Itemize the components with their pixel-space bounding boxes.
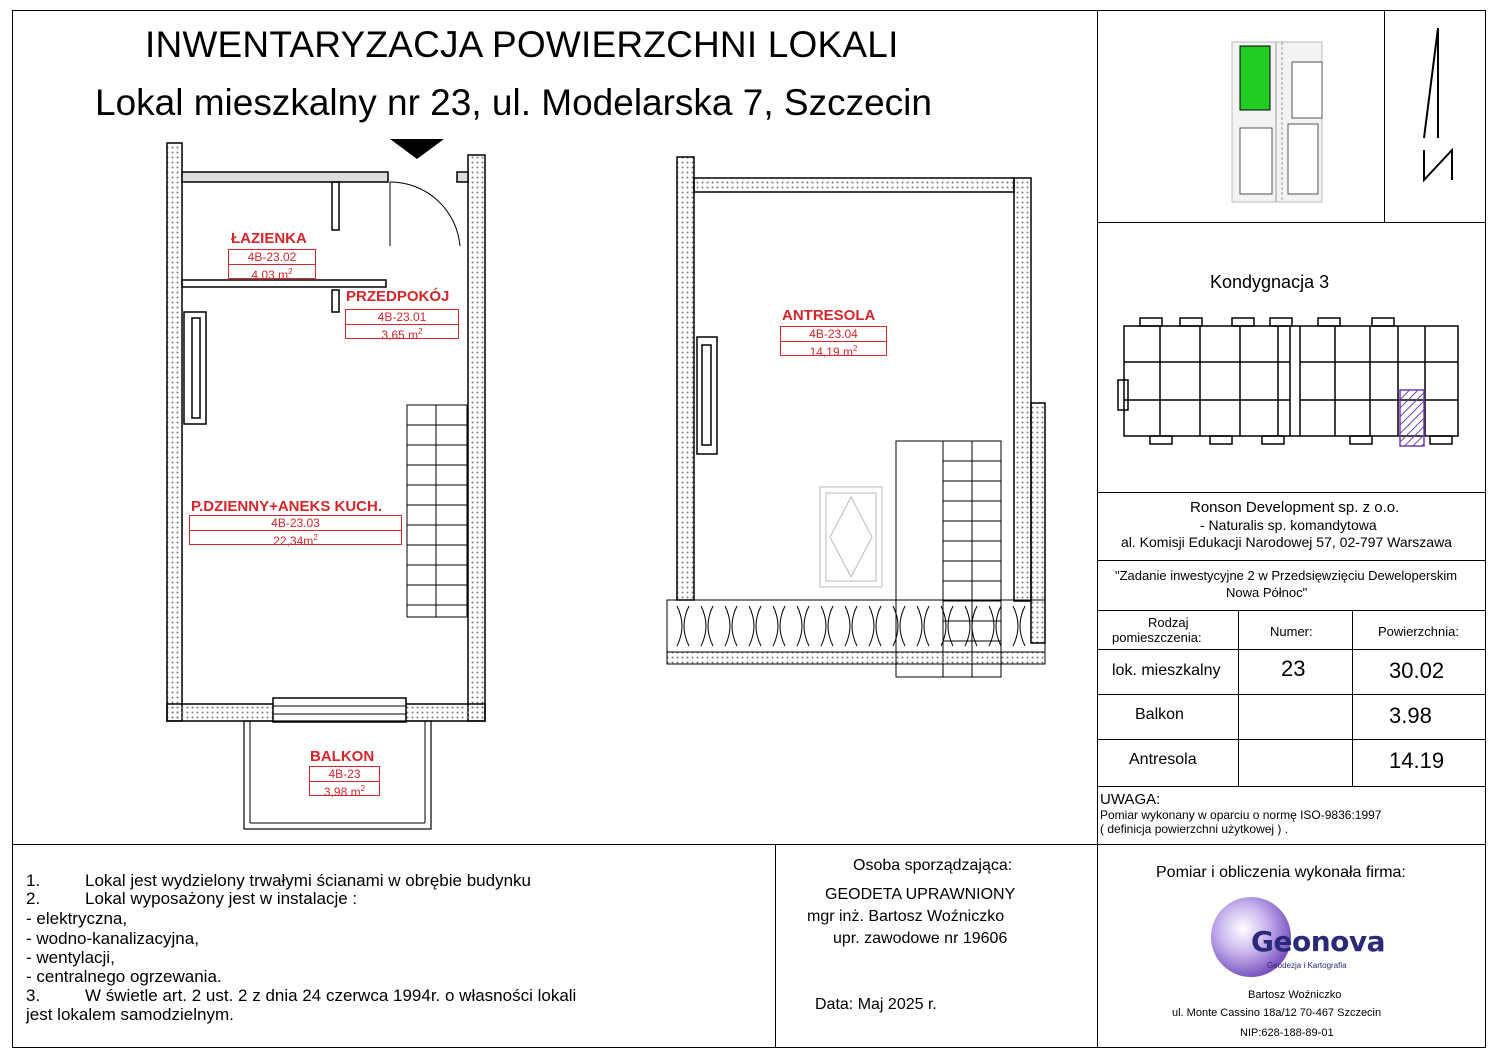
surveyor-label: Osoba sporządzająca: — [853, 857, 1013, 874]
table-row1-number: 23 — [1281, 656, 1306, 681]
footer-note-3-num: 3. — [26, 986, 41, 1005]
survey-date: Data: Maj 2025 r. — [815, 996, 937, 1013]
room-code-balkon: 4B-23 — [328, 767, 361, 781]
project-line2: Nowa Północ" — [1226, 585, 1308, 600]
room-code-antresola: 4B-23.04 — [809, 327, 858, 341]
entry-arrow-icon — [390, 139, 444, 159]
table-row1-area: 30.02 — [1389, 658, 1445, 683]
table-row2-type: Balkon — [1135, 706, 1184, 723]
footer-note-1: Lokal jest wydzielony trwałymi ścianami w obrębie budynku — [85, 871, 531, 890]
firm-label: Pomiar i obliczenia wykonała firma: — [1156, 864, 1406, 881]
table-header-area: Powierzchnia: — [1378, 624, 1459, 639]
room-name-antresola: ANTRESOLA — [782, 307, 876, 324]
firm-address: ul. Monte Cassino 18a/12 70-467 Szczecin — [1172, 1007, 1382, 1019]
surveyor-license: upr. zawodowe nr 19606 — [833, 930, 1008, 947]
firm-logo — [1205, 895, 1386, 985]
room-code-lazienka: 4B-23.02 — [247, 250, 297, 264]
room-code-przedpokoj: 4B-23.01 — [377, 310, 427, 324]
company-name: Ronson Development sp. z o.o. — [1190, 499, 1400, 516]
project-line1: "Zadanie inwestycyjne 2 w Przedsięwzięciu Deweloperskim — [1115, 568, 1458, 583]
table-header-type-1: Rodzaj — [1148, 615, 1189, 630]
firm-owner: Bartosz Woźniczko — [1248, 989, 1342, 1001]
site-minimap — [1232, 42, 1322, 202]
note-title: UWAGA: — [1100, 791, 1161, 808]
footer-install-3: - wentylacji, — [26, 948, 115, 967]
floor-label: Kondygnacja 3 — [1210, 272, 1330, 292]
footer-install-2: - wodno-kanalizacyjna, — [26, 929, 199, 948]
page-subtitle: Lokal mieszkalny nr 23, ul. Modelarska 7, Szczecin — [95, 82, 932, 123]
room-code-dzienny: 4B-23.03 — [271, 516, 320, 530]
surveyor-name: mgr inż. Bartosz Woźniczko — [807, 908, 1005, 925]
room-name-przedpokoj: PRZEDPOKÓJ — [346, 288, 450, 305]
room-tag-przedpokoj — [345, 309, 459, 342]
footer-install-1: - elektryczna, — [26, 909, 128, 928]
footer-note-2-num: 2. — [26, 889, 41, 908]
company-partner: - Naturalis sp. komandytowa — [1200, 517, 1377, 533]
footer-note-1-num: 1. — [26, 871, 41, 890]
table-row3-type: Antresola — [1129, 751, 1197, 768]
room-tag-dzienny — [189, 515, 402, 548]
room-area-antresola: 14,19 $m^2$ — [781, 341, 886, 355]
table-row1-type: lok. mieszkalny — [1112, 662, 1221, 679]
room-tag-balkon — [309, 766, 380, 799]
surveyor-title: GEODETA UPRAWNIONY — [825, 886, 1016, 903]
room-name-lazienka: ŁAZIENKA — [231, 230, 307, 247]
room-name-balkon: BALKON — [310, 748, 375, 765]
firm-nip: NIP:628-188-89-01 — [1240, 1027, 1334, 1039]
floor-key-plan — [1118, 318, 1458, 446]
page-title: INWENTARYZACJA POWIERZCHNI LOKALI — [145, 24, 899, 65]
room-name-dzienny: P.DZIENNY+ANEKS KUCH. — [191, 498, 383, 515]
footer-install-4: - centralnego ogrzewania. — [26, 967, 222, 986]
room-tag-antresola — [780, 326, 887, 359]
firm-logo-text: Geonova — [1251, 925, 1386, 958]
note-line1: Pomiar wykonany w oparciu o normę ISO-9836:1997 — [1100, 808, 1382, 822]
unit-plan-level-1 — [167, 143, 485, 829]
footer-note-3: W świetle art. 2 ust. 2 z dnia 24 czerwca 1994r. o własności lokali — [85, 986, 577, 1005]
room-area-dzienny: $22,34m^2$ — [190, 530, 401, 544]
table-header-number: Numer: — [1270, 624, 1313, 639]
room-area-balkon: 3,98 $m^2$ — [310, 781, 379, 795]
note-line2: ( definicja powierzchni użytkowej ) . — [1100, 822, 1289, 836]
table-row2-area: 3.98 — [1389, 703, 1432, 728]
footer-note-3b: jest lokalem samodzielnym. — [26, 1005, 234, 1024]
table-row3-area: 14.19 — [1389, 748, 1445, 773]
north-arrow-icon — [1424, 28, 1452, 180]
footer-note-2: Lokal wyposażony jest w instalacje : — [85, 889, 358, 908]
room-area-lazienka: 4,03 $m^2$ — [229, 264, 315, 278]
company-address: al. Komisji Edukacji Narodowej 57, 02-797 Warszawa — [1121, 534, 1452, 550]
table-header-type-2: pomieszczenia: — [1112, 630, 1202, 645]
room-area-przedpokoj: 3,65 $m^2$ — [346, 324, 458, 338]
unit-plan-mezzanine — [667, 157, 1045, 677]
firm-logo-subtext: Geodezja i Kartografia — [1267, 961, 1347, 970]
room-tag-lazienka — [228, 249, 316, 282]
